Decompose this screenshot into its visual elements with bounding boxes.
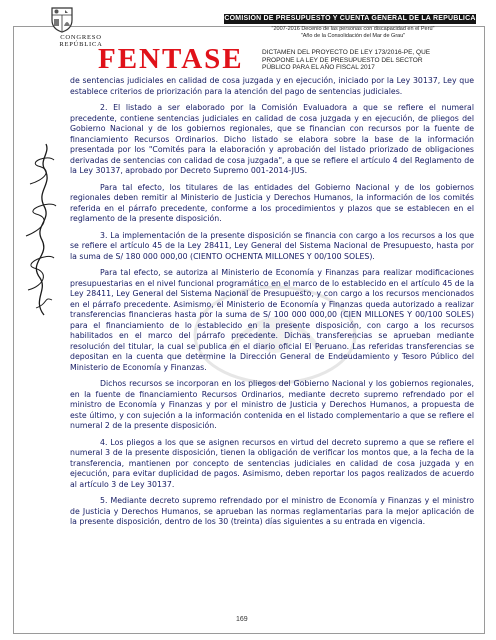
handwritten-signature [14, 140, 62, 320]
page-number: 169 [236, 616, 248, 623]
paragraph: de sentencias judiciales en calidad de cosa juzgada y en ejecución, iniciado por la Ley 30137, Ley que establece criterios de priorización para la atención del pago de sentencias judiciales. [70, 76, 474, 96]
decenio-motto [230, 26, 476, 39]
org-name: CONGRESO [60, 34, 102, 41]
dictamen-line-3: PÚBLICO PARA EL AÑO FISCAL 2017 [262, 64, 375, 71]
decenio-line-2: "Año de la Consolidación del Mar de Grau" [300, 32, 406, 39]
paragraph: 4. Los pliegos a los que se asignen recursos en virtud del decreto supremo a que se refiere el numeral 3 de la presente disposición, tienen la obligación de verificar los montos que, a la fecha de la transferencia, mantienen por concepto de sentencias judiciales en calidad de cosa juzgada y en ejecución, para evitar duplicidad de pagos. Asimismo, deben reportar los pagos realizados de acuerdo al artículo 3 de Ley 30137. [70, 437, 474, 489]
paragraph: Dichos recursos se incorporan en los pliegos del Gobierno Nacional y los gobiernos regionales, en la fuente de financiamiento Recursos Ordinarios, mediante decreto supremo refrendado por el ministro de Economía y Finanzas y por el ministro de Justicia y Derechos Humanos, a propuesta de este último, y con sujeción a la información contenida en el listado complementario a que se refiere el numeral 2 de la presente disposición. [70, 379, 474, 430]
org-subtitle: REPÚBLICA [59, 41, 103, 48]
paragraph: 2. El listado a ser elaborado por la Comisión Evaluadora a que se refiere el numeral precedente, contiene sentencias judiciales en calidad de cosa juzgada y en ejecución, de pliegos del Gobierno Nacional y de los gobiernos regionales, que se financian con recursos por la fuente de financiamiento Recursos Ordinarios. Dicho listado se elabora sobre la base de la información presentada por los "Comités para la elaboración y aprobación del listado priorizado de obligaciones derivadas de sentencias con calidad de cosa juzgada", a que se refiere el artículo 4 del Reglamento de la Ley 30137, aprobado por Decreto Supremo 001-2014-JUS. [70, 103, 474, 175]
decenio-line-1: "2007-2016 Decenio de las personas con discapacidad en el Perú" [271, 26, 435, 32]
fentase-stamp: FENTASE [98, 43, 244, 75]
paragraph: 5. Mediante decreto supremo refrendado por el ministro de Economía y Finanzas y el ministro de Justicia y Derechos Humanos, se aprueban las normas reglamentarias para la mejor aplicación de la presente disposición, dentro de los 30 (treinta) días siguientes a su entrada en vigencia. [70, 496, 474, 526]
paragraph: Para tal efecto, se autoriza al Ministerio de Economía y Finanzas para realizar modificaciones presupuestarias en el nivel funcional programático en el marco de lo establecido en el artículo 45 de la Ley 28411, Ley General del Sistema Nacional de Presupuesto, y con cargo a los recursos mencionados en el párrafo precedente. Asimismo, el Ministerio de Economía y Finanzas queda autorizado a realizar transferencias financieras hasta por la suma de S/ 100 000 000,00 (CIEN MILLONES Y 00/100 SOLES) para el financiamiento de lo establecido en la presente disposición, con cargo a los recursos habilitados en el marco del párrafo precedente. Dichas transferencias se aprueban mediante resolución del titular, la cual se publica en el diario oficial El Peruano. Las referidas transferencias se depositan en la cuenta que determine la Dirección General de Endeudamiento y Tesoro Público del Ministerio de Economía y Finanzas. [70, 268, 474, 372]
coat-of-arms-icon [50, 6, 74, 33]
dictamen-line-1: DICTAMEN DEL PROYECTO DE LEY 173/2016-PE, QUE [262, 49, 431, 56]
commission-banner: COMISIÓN DE PRESUPUESTO Y CUENTA GENERAL DE LA REPÚBLICA [224, 15, 476, 22]
document-body [70, 76, 474, 534]
paragraph: Para tal efecto, los titulares de las entidades del Gobierno Nacional y de los gobiernos regionales deben remitir al Ministerio de Justicia y Derechos Humanos, la información de los comités referida en el párrafo precedente, conforme a los procedimientos y plazos que se establecen en el reglamento de la presente disposición. [70, 182, 474, 223]
dictamen-title [262, 49, 476, 72]
paragraph: 3. La implementación de la presente disposición se financia con cargo a los recursos a los que se refiere el artículo 45 de la Ley 28411, Ley General del Sistema Nacional de Presupuesto, hasta por la suma de S/ 180 000 000,00 (CIENTO OCHENTA MILLONES Y 00/100 SOLES). [70, 230, 474, 261]
dictamen-line-2: PROPONE LA LEY DE PRESUPUESTO DEL SECTOR [262, 56, 423, 64]
